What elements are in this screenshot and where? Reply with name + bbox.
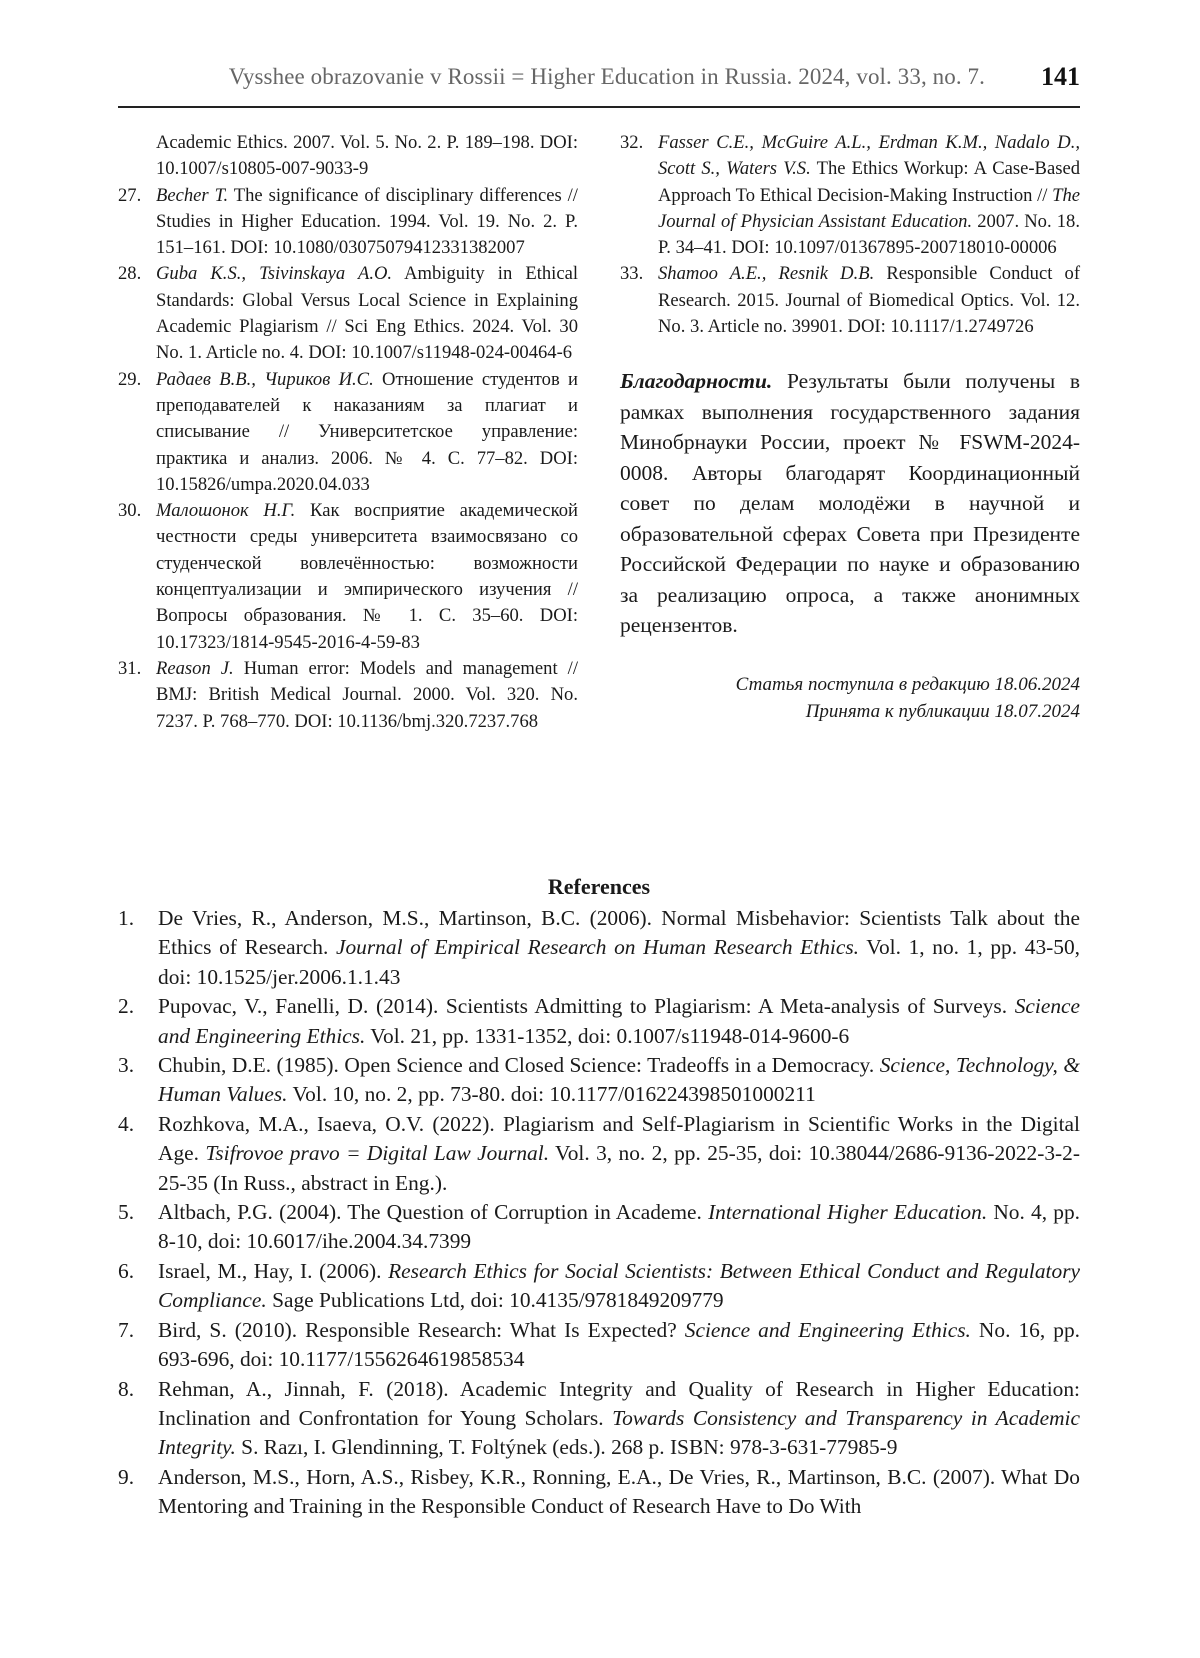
- reference-number: 1.: [118, 906, 135, 930]
- page-header: [118, 62, 1080, 108]
- reference-number: 28.: [118, 263, 142, 285]
- reference-text: The significance of disciplinary differences // Studies in Higher Education. 1994. Vol. 19. No. 2. P. 151–161. DOI: 10.1080/03075079412331382007: [156, 184, 578, 259]
- reference-number: 8.: [118, 1376, 135, 1401]
- reference-authors: Becher T.: [156, 184, 229, 206]
- reference-source: Science and Engineering Ethics.: [684, 1317, 971, 1342]
- reference-text: Anderson, M.S., Horn, A.S., Risbey, K.R., Ronning, E.A., De Vries, R., Martinson, B.C. (2007). What Do Mentoring and Training in the Responsible Conduct of Research Have to Do With: [158, 1464, 1080, 1519]
- reference-text: Academic Ethics. 2007. Vol. 5. No. 2. P. 189–198. DOI: 10.1007/s10805-007-9033-9: [156, 132, 578, 180]
- reference-33: [620, 261, 1080, 340]
- acknowledgment-title: Благодарности.: [620, 369, 773, 394]
- reference-en-5: [118, 1198, 1080, 1257]
- reference-text: Pupovac, V., Fanelli, D. (2014). Scientists Admitting to Plagiarism: A Meta-analysis of Surveys.: [158, 994, 1015, 1019]
- reference-details: Vol. 10, no. 2, pp. 73-80. doi: 10.1177/016224398501000211: [287, 1082, 816, 1107]
- right-column: [620, 130, 1080, 725]
- reference-number: 4.: [118, 1111, 135, 1136]
- reference-number: 7.: [118, 1317, 135, 1342]
- reference-authors: Радаев В.В., Чириков И.С.: [156, 368, 374, 390]
- reference-source: Journal of Empirical Research on Human Research Ethics.: [335, 935, 860, 960]
- reference-en-7: [118, 1316, 1080, 1375]
- reference-text: Israel, M., Hay, I. (2006).: [158, 1258, 389, 1283]
- reference-authors: Малошонок Н.Г.: [156, 500, 296, 522]
- reference-text: Как восприятие академической честности среды университета взаимосвязано со студенческой вовлечённостью: возможности концептуализации и эмпирического изучения // Вопросы образования. № 1. С. 35–60. DOI: 10.17323/1814-9545-2016-4-59-83: [156, 500, 578, 653]
- reference-source: Tsifrovoe pravo = Digital Law Journal.: [205, 1141, 550, 1166]
- reference-31: [118, 656, 578, 735]
- reference-text: Bird, S. (2010). Responsible Research: What Is Expected?: [158, 1317, 685, 1342]
- article-dates: [620, 671, 1080, 725]
- reference-26-continuation: [118, 130, 578, 183]
- reference-source: Science and Engineering Ethics.: [158, 994, 1080, 1048]
- page-number: 141: [1041, 62, 1080, 91]
- reference-details: Sage Publications Ltd, doi: 10.4135/9781849209779: [266, 1288, 724, 1313]
- reference-details: No. 16, pp. 693-696, doi: 10.1177/1556264619858534: [158, 1317, 1080, 1372]
- reference-number: 9.: [118, 1464, 135, 1489]
- reference-32: [620, 130, 1080, 261]
- reference-source: Science, Technology, & Human Values.: [158, 1053, 1080, 1107]
- acknowledgment-text: Результаты были получены в рамках выполнения государственного задания Минобрнауки России, проект № FSWM-2024-0008. Авторы благодарят Координационный совет по делам молодёжи в научной и образовательной сферах Совета при Президенте Российской Федерации по науке и образованию за реализацию опроса, а также анонимных рецензентов.: [620, 369, 1080, 638]
- reference-details: Vol. 3, no. 2, pp. 25-35, doi: 10.38044/2686-9136-2022-3-2-25-35 (In Russ., abstract in Eng.).: [158, 1141, 1080, 1195]
- reference-source: International Higher Education.: [708, 1200, 988, 1225]
- reference-en-6: [118, 1257, 1080, 1316]
- reference-29: [118, 367, 578, 498]
- journal-running-title: Vysshee obrazovanie v Rossii = Higher Education in Russia. 2024, vol. 33, no. 7.: [228, 64, 985, 89]
- reference-en-4: [118, 1110, 1080, 1198]
- reference-en-9: [118, 1463, 1080, 1522]
- reference-details: Vol. 21, pp. 1331-1352, doi: 0.1007/s11948-014-9600-6: [365, 1023, 850, 1048]
- references-heading: References: [547, 874, 651, 899]
- reference-text: The Ethics Workup: A Case-Based Approach To Ethical Decision-Making Instruction //: [658, 158, 1080, 206]
- reference-details: S. Razı, I. Glendinning, T. Foltýnek (eds.). 268 p. ISBN: 978-3-631-77985-9: [235, 1435, 898, 1460]
- reference-27: [118, 183, 578, 262]
- reference-text: Rozhkova, M.A., Isaeva, O.V. (2022). Plagiarism and Self-Plagiarism in Scientific Works in the Digital Age.: [158, 1111, 1080, 1166]
- reference-number: 2.: [118, 994, 135, 1019]
- reference-number: 5.: [118, 1200, 135, 1225]
- reference-authors: Reason J.: [156, 657, 234, 679]
- reference-number: 29.: [118, 368, 142, 390]
- accepted-date: Принята к публикации 18.07.2024: [805, 700, 1080, 722]
- reference-authors: Guba K.S., Tsivinskaya A.O.: [156, 263, 393, 285]
- reference-number: 33.: [620, 263, 644, 285]
- reference-number: 31.: [118, 657, 142, 679]
- references-list: [118, 904, 1080, 1522]
- reference-en-3: [118, 1051, 1080, 1110]
- reference-en-8: [118, 1375, 1080, 1463]
- reference-en-1: [118, 904, 1080, 992]
- reference-authors: Shamoo A.E., Resnik D.B.: [658, 263, 875, 285]
- acknowledgment-paragraph: [620, 366, 1080, 641]
- reference-en-2: [118, 992, 1080, 1051]
- reference-28: [118, 261, 578, 366]
- reference-number: 30.: [118, 500, 142, 522]
- reference-authors: Fasser C.E., McGuire A.L., Erdman K.M., Nadalo D., Scott S., Waters V.S.: [658, 132, 1080, 180]
- reference-text: Responsible Conduct of Research. 2015. Journal of Biomedical Optics. Vol. 12. No. 3. Article no. 39901. DOI: 10.1117/1.2749726: [658, 263, 1081, 338]
- reference-journal: The Journal of Physician Assistant Education.: [658, 184, 1080, 232]
- reference-text: Ambiguity in Ethical Standards: Global Versus Local Science in Explaining Academic Plagiarism // Sci Eng Ethics. 2024. Vol. 30 No. 1. Article no. 4. DOI: 10.1007/s11948-024-00464-6: [156, 263, 578, 364]
- reference-text: Altbach, P.G. (2004). The Question of Corruption in Academe.: [158, 1200, 709, 1225]
- reference-text: De Vries, R., Anderson, M.S., Martinson, B.C. (2006). Normal Misbehavior: Scientists Talk about the Ethics of Research.: [158, 906, 1080, 960]
- reference-number: 32.: [620, 132, 644, 153]
- received-date: Статья поступила в редакцию 18.06.2024: [735, 673, 1080, 695]
- reference-number: 27.: [118, 184, 142, 206]
- reference-text: 2007. No. 18. P. 34–41. DOI: 10.1097/01367895-200718010-00006: [658, 210, 1080, 259]
- reference-source: Towards Consistency and Transparency in Academic Integrity.: [158, 1405, 1080, 1460]
- reference-text: Chubin, D.E. (1985). Open Science and Closed Science: Tradeoffs in a Democracy.: [158, 1053, 880, 1078]
- left-column: [118, 130, 578, 735]
- reference-text: Human error: Models and management // BMJ: British Medical Journal. 2000. Vol. 320. No. 7237. P. 768–770. DOI: 10.1136/bmj.320.7237.768: [156, 657, 578, 732]
- reference-details: Vol. 1, no. 1, pp. 43-50, doi: 10.1525/jer.2006.1.1.43: [158, 935, 1080, 989]
- reference-number: 3.: [118, 1053, 135, 1078]
- reference-details: No. 4, pp. 8-10, doi: 10.6017/ihe.2004.34.7399: [158, 1200, 1080, 1254]
- reference-number: 6.: [118, 1258, 135, 1283]
- reference-text: Rehman, A., Jinnah, F. (2018). Academic Integrity and Quality of Research in Higher Education: Inclination and Confrontation for Young Scholars.: [158, 1376, 1080, 1430]
- reference-30: [118, 498, 578, 656]
- reference-text: Отношение студентов и преподавателей к наказаниям за плагиат и списывание // Университетское управление: практика и анализ. 2006. № 4. С. 77–82. DOI: 10.15826/umpa.2020.04.033: [156, 368, 578, 495]
- reference-source: Research Ethics for Social Scientists: Between Ethical Conduct and Regulatory Compliance.: [158, 1258, 1081, 1313]
